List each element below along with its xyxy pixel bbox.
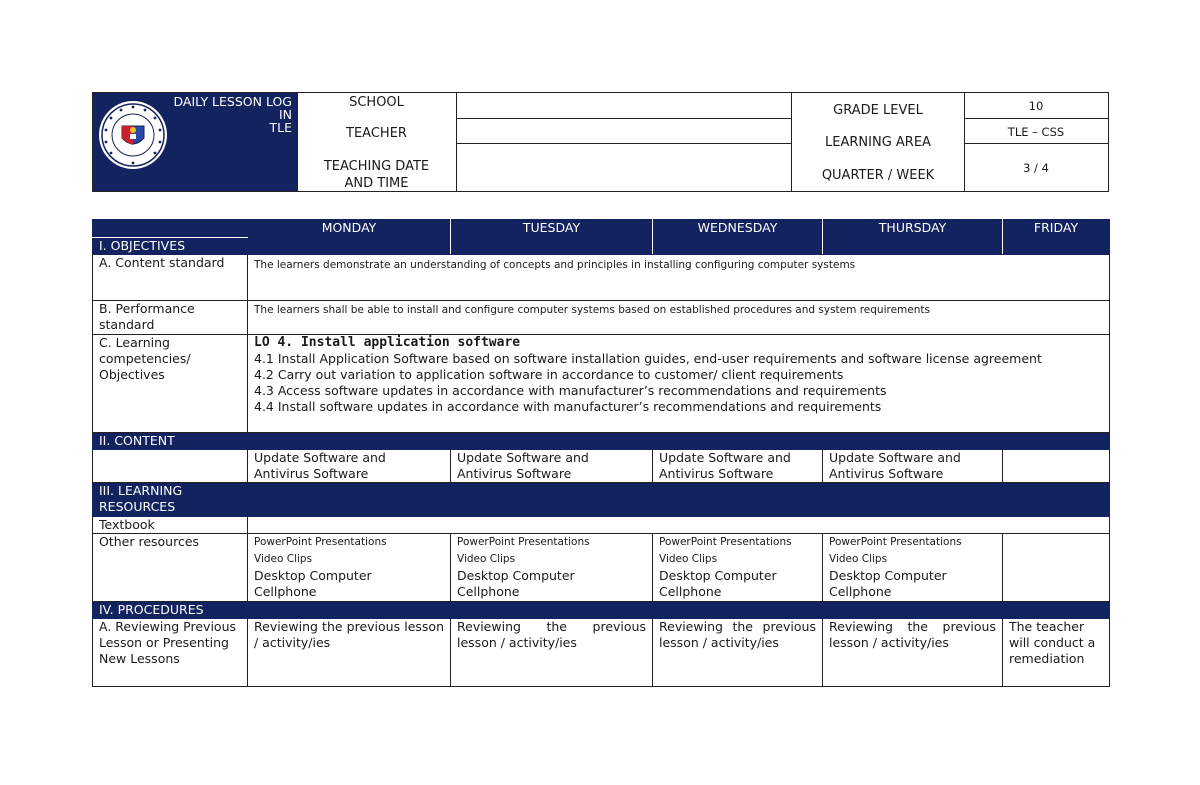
reviewing-thursday: Reviewing the previous lesson / activity/ies — [823, 619, 1003, 687]
content-standard-label: A. Content standard — [93, 255, 248, 301]
title-line-3: TLE — [269, 120, 292, 135]
learning-area-value: TLE – CSS — [1007, 125, 1065, 139]
teaching-date-label-1: TEACHING DATE — [323, 159, 430, 174]
resources-tuesday — [451, 534, 653, 602]
section-procedures: IV. PROCEDURES — [93, 602, 1110, 619]
day-monday: MONDAY — [248, 220, 451, 255]
day-header-blank — [93, 220, 248, 238]
competencies-label: C. Learning competencies/ Objectives — [93, 335, 248, 433]
school-label: SCHOOL — [349, 95, 404, 110]
competency-item: 4.1 Install Application Software based on software installation guides, end-user requirements and software license agreement — [254, 351, 1042, 366]
resources-wednesday — [653, 534, 823, 602]
resource-phone: Cellphone — [829, 584, 892, 599]
resource-ppt: PowerPoint Presentations — [457, 536, 590, 548]
content-standard-value: The learners demonstrate an understanding of concepts and principles in installing configuring computer systems — [248, 255, 1110, 301]
section-learning-resources — [93, 483, 1110, 517]
header-label-column — [297, 93, 456, 191]
competencies-value — [248, 335, 1110, 433]
content-monday: Update Software and Antivirus Software — [248, 450, 451, 483]
textbook-value — [248, 517, 1110, 534]
performance-standard-value: The learners shall be able to install and configure computer systems based on established procedures and system requirements — [248, 301, 1110, 335]
lesson-log-table — [92, 219, 1110, 687]
title-line-2: IN — [278, 107, 292, 122]
teaching-date-label-2: AND TIME — [344, 176, 409, 191]
resources-thursday — [823, 534, 1003, 602]
day-wednesday: WEDNESDAY — [653, 220, 823, 255]
competency-item: 4.4 Install software updates in accordance with manufacturer’s recommendations and requirements — [254, 399, 882, 414]
competency-item: 4.2 Carry out variation to application software in accordance to customer/ client requirements — [254, 367, 844, 382]
quarter-week-value: 3 / 4 — [1023, 161, 1049, 175]
resource-ppt: PowerPoint Presentations — [829, 536, 962, 548]
competency-heading: LO 4. Install application software — [254, 335, 521, 350]
day-friday: FRIDAY — [1003, 220, 1110, 255]
grade-level-value: 10 — [1028, 99, 1044, 113]
resource-video: Video Clips — [659, 553, 718, 565]
content-wednesday: Update Software and Antivirus Software — [653, 450, 823, 483]
teacher-value[interactable] — [457, 119, 790, 143]
resource-phone: Cellphone — [254, 584, 317, 599]
resource-desktop: Desktop Computer — [829, 568, 947, 583]
header-table — [92, 92, 1109, 192]
competency-item: 4.3 Access software updates in accordance with manufacturer’s recommendations and requirements — [254, 383, 887, 398]
resource-video: Video Clips — [457, 553, 516, 565]
reviewing-friday: The teacher will conduct a remediation — [1003, 619, 1110, 687]
reviewing-label: A. Reviewing Previous Lesson or Presenting New Lessons — [93, 619, 248, 687]
grade-level-label: GRADE LEVEL — [833, 103, 923, 118]
section-objectives: I. OBJECTIVES — [93, 238, 248, 255]
resource-phone: Cellphone — [457, 584, 520, 599]
resource-desktop: Desktop Computer — [457, 568, 575, 583]
resource-desktop: Desktop Computer — [254, 568, 372, 583]
content-thursday: Update Software and Antivirus Software — [823, 450, 1003, 483]
resource-video: Video Clips — [829, 553, 888, 565]
reviewing-wednesday: Reviewing the previous lesson / activity/ies — [653, 619, 823, 687]
school-value[interactable] — [457, 93, 790, 118]
content-tuesday: Update Software and Antivirus Software — [451, 450, 653, 483]
resource-ppt: PowerPoint Presentations — [254, 536, 387, 548]
section-content: II. CONTENT — [93, 433, 1110, 450]
other-resources-label: Other resources — [93, 534, 248, 602]
quarter-week-label: QUARTER / WEEK — [821, 168, 935, 183]
learning-area-label: LEARNING AREA — [825, 135, 931, 150]
learning-resources-title: III. LEARNING RESOURCES — [99, 483, 183, 514]
header-title — [157, 95, 292, 134]
resources-friday — [1003, 534, 1110, 602]
resource-ppt: PowerPoint Presentations — [659, 536, 792, 548]
content-friday — [1003, 450, 1110, 483]
resource-desktop: Desktop Computer — [659, 568, 777, 583]
day-thursday: THURSDAY — [823, 220, 1003, 255]
content-label-blank — [93, 450, 248, 483]
resource-phone: Cellphone — [659, 584, 722, 599]
reviewing-tuesday: Reviewing the previous lesson / activity/ies — [451, 619, 653, 687]
performance-standard-label: B. Performance standard — [93, 301, 248, 335]
resource-video: Video Clips — [254, 553, 313, 565]
title-line-1: DAILY LESSON LOG — [173, 94, 292, 109]
teacher-label: TEACHER — [346, 126, 407, 141]
reviewing-monday: Reviewing the previous lesson / activity/ies — [248, 619, 451, 687]
teaching-date-value[interactable] — [457, 144, 790, 191]
header-title-cell — [93, 93, 297, 191]
textbook-label: Textbook — [93, 517, 248, 534]
resources-monday — [248, 534, 451, 602]
day-tuesday: TUESDAY — [451, 220, 653, 255]
